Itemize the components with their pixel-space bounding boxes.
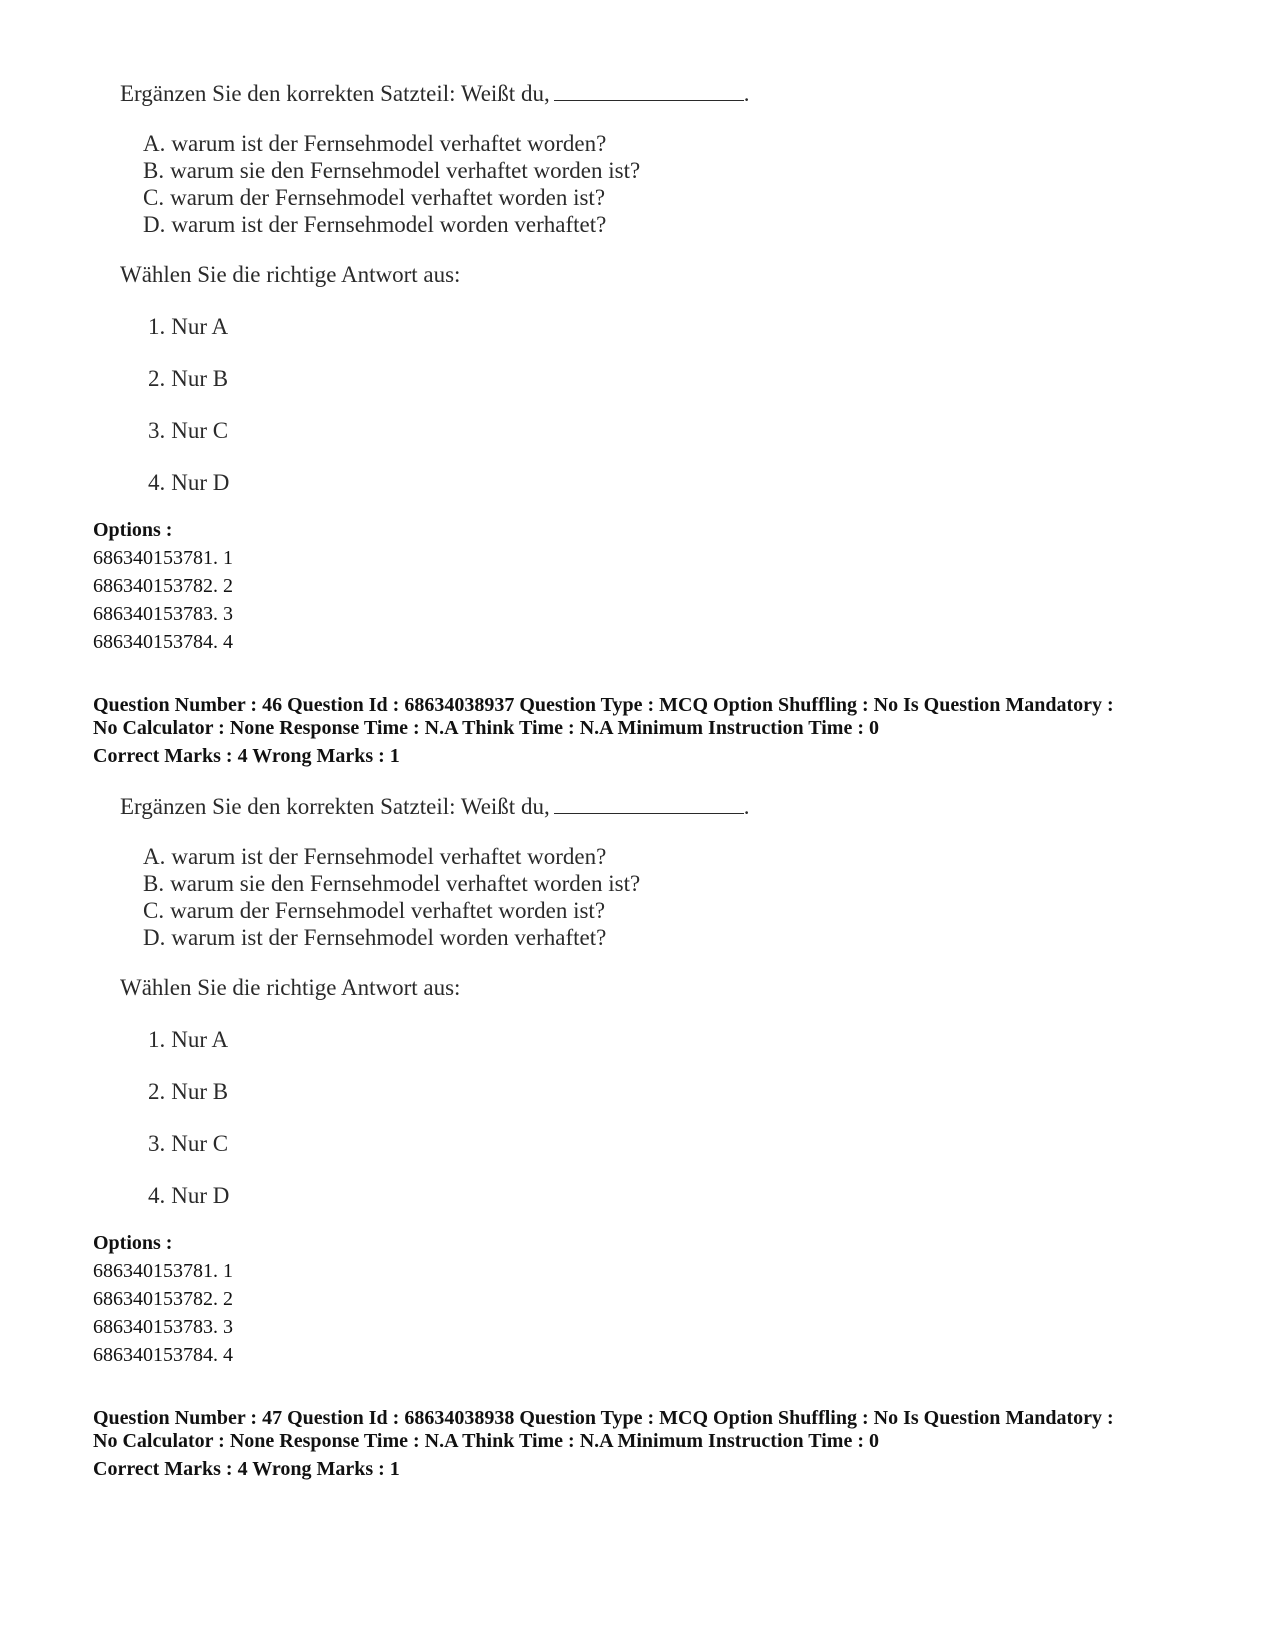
stem-text: Ergänzen Sie den korrekten Satzteil: Weißt du, xyxy=(120,81,550,106)
stem-suffix: . xyxy=(743,794,750,819)
question-stem xyxy=(120,793,749,821)
choice-number: 2. xyxy=(148,366,166,391)
question-marks: Correct Marks : 4 Wrong Marks : 1 xyxy=(93,1458,400,1480)
statement-label: C. xyxy=(143,185,165,210)
statement-text: warum ist der Fernsehmodel verhaftet worden? xyxy=(171,844,607,869)
statement-a xyxy=(143,130,606,158)
answer-blank xyxy=(554,793,744,814)
question-stem xyxy=(120,80,749,108)
question-meta-line2: No Calculator : None Response Time : N.A Think Time : N.A Minimum Instruction Time : 0 xyxy=(93,717,879,739)
statement-text: warum ist der Fernsehmodel worden verhaftet? xyxy=(171,925,607,950)
option-row: 686340153782. 2 xyxy=(93,575,233,597)
options-heading: Options : xyxy=(93,1232,173,1254)
question-meta-line2: No Calculator : None Response Time : N.A Think Time : N.A Minimum Instruction Time : 0 xyxy=(93,1430,879,1452)
option-row: 686340153782. 2 xyxy=(93,1288,233,1310)
choice-number: 1. xyxy=(148,314,166,339)
choice-text: Nur D xyxy=(171,470,230,495)
statement-text: warum sie den Fernsehmodel verhaftet worden ist? xyxy=(170,871,641,896)
choice-1 xyxy=(148,1026,228,1054)
statement-text: warum der Fernsehmodel verhaftet worden ist? xyxy=(170,898,606,923)
choice-text: Nur D xyxy=(171,1183,230,1208)
question-meta-line1: Question Number : 46 Question Id : 68634038937 Question Type : MCQ Option Shuffling : No Is Question Mandatory : xyxy=(93,694,1114,716)
choice-number: 1. xyxy=(148,1027,166,1052)
option-row: 686340153781. 1 xyxy=(93,547,233,569)
statement-label: B. xyxy=(143,158,165,183)
option-row: 686340153784. 4 xyxy=(93,1344,233,1366)
stem-suffix: . xyxy=(743,81,750,106)
statement-label: D. xyxy=(143,212,166,237)
question-meta-line1: Question Number : 47 Question Id : 68634038938 Question Type : MCQ Option Shuffling : No Is Question Mandatory : xyxy=(93,1407,1114,1429)
choice-text: Nur C xyxy=(171,418,229,443)
choice-text: Nur A xyxy=(171,314,229,339)
choice-2 xyxy=(148,365,228,393)
choice-number: 3. xyxy=(148,418,166,443)
statement-c xyxy=(143,897,605,925)
choice-3 xyxy=(148,417,228,445)
statement-c xyxy=(143,184,605,212)
choice-4 xyxy=(148,1182,229,1210)
answer-prompt: Wählen Sie die richtige Antwort aus: xyxy=(120,262,461,287)
choice-text: Nur B xyxy=(171,366,229,391)
choice-number: 3. xyxy=(148,1131,166,1156)
statement-b xyxy=(143,870,640,898)
statement-label: A. xyxy=(143,844,166,869)
statement-text: warum sie den Fernsehmodel verhaftet worden ist? xyxy=(170,158,641,183)
options-heading: Options : xyxy=(93,519,173,541)
option-row: 686340153784. 4 xyxy=(93,631,233,653)
option-row: 686340153783. 3 xyxy=(93,1316,233,1338)
statement-d xyxy=(143,924,606,952)
statement-text: warum ist der Fernsehmodel worden verhaftet? xyxy=(171,212,607,237)
question-marks: Correct Marks : 4 Wrong Marks : 1 xyxy=(93,745,400,767)
stem-text: Ergänzen Sie den korrekten Satzteil: Weißt du, xyxy=(120,794,550,819)
choice-3 xyxy=(148,1130,228,1158)
statement-text: warum ist der Fernsehmodel verhaftet worden? xyxy=(171,131,607,156)
choice-number: 4. xyxy=(148,470,166,495)
choice-text: Nur B xyxy=(171,1079,229,1104)
choice-1 xyxy=(148,313,228,341)
statement-label: C. xyxy=(143,898,165,923)
statement-b xyxy=(143,157,640,185)
statement-a xyxy=(143,843,606,871)
statement-label: D. xyxy=(143,925,166,950)
choice-text: Nur A xyxy=(171,1027,229,1052)
statement-label: B. xyxy=(143,871,165,896)
choice-2 xyxy=(148,1078,228,1106)
choice-number: 4. xyxy=(148,1183,166,1208)
answer-blank xyxy=(554,80,744,101)
statement-d xyxy=(143,211,606,239)
answer-prompt: Wählen Sie die richtige Antwort aus: xyxy=(120,975,461,1000)
choice-4 xyxy=(148,469,229,497)
statement-label: A. xyxy=(143,131,166,156)
option-row: 686340153783. 3 xyxy=(93,603,233,625)
choice-text: Nur C xyxy=(171,1131,229,1156)
choice-number: 2. xyxy=(148,1079,166,1104)
option-row: 686340153781. 1 xyxy=(93,1260,233,1282)
statement-text: warum der Fernsehmodel verhaftet worden ist? xyxy=(170,185,606,210)
